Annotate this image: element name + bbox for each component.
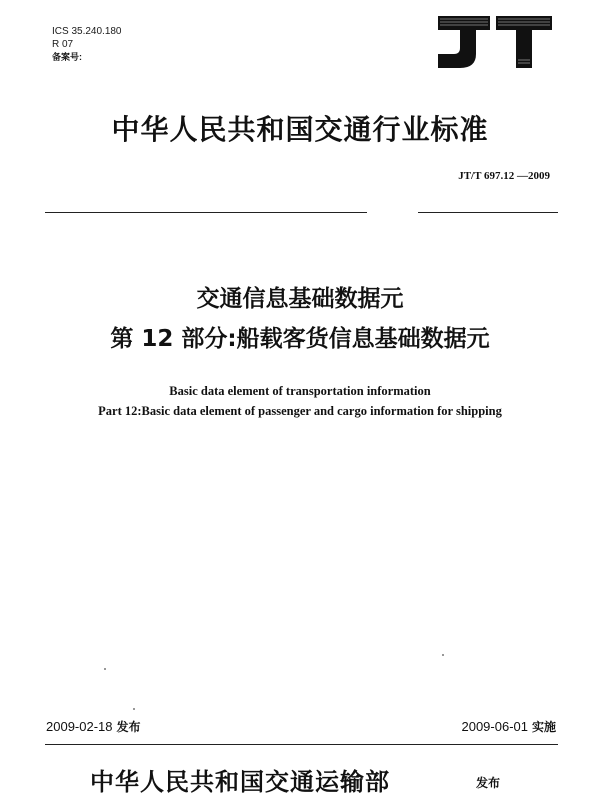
english-title-line-2: Part 12:Basic data element of passenger and cargo information for shipping bbox=[98, 404, 502, 418]
english-title-line-1: Basic data element of transportation information bbox=[169, 384, 431, 398]
issuing-authority: 中华人民共和国交通运输部 bbox=[90, 768, 390, 796]
scan-speck bbox=[133, 708, 135, 710]
standard-category-title: 中华人民共和国交通行业标准 bbox=[111, 113, 489, 146]
scan-speck bbox=[442, 654, 444, 656]
implementation-date: 2009-06-01 bbox=[461, 719, 528, 734]
chinese-title-line-2: 第 12 部分:船载客货信息基础数据元 bbox=[110, 326, 490, 352]
issue-date-block bbox=[46, 718, 141, 735]
footer-rule bbox=[45, 744, 558, 745]
filing-number-label: 备案号: bbox=[52, 52, 82, 62]
ccs-code: R 07 bbox=[52, 39, 74, 50]
issue-date: 2009-02-18 bbox=[46, 719, 113, 734]
header-rule-right bbox=[418, 212, 558, 213]
scan-speck bbox=[104, 668, 106, 670]
header-rule-left bbox=[45, 212, 367, 213]
issue-date-word: 发布 bbox=[116, 720, 141, 734]
jt-logo bbox=[432, 8, 556, 74]
jt-logo-graphic bbox=[432, 8, 556, 74]
standard-number: JT/T 697.12 —2009 bbox=[458, 170, 550, 182]
implementation-date-word: 实施 bbox=[531, 720, 556, 734]
ics-code: ICS 35.240.180 bbox=[52, 26, 122, 37]
issuing-authority-word: 发布 bbox=[476, 776, 501, 790]
classification-block bbox=[52, 25, 122, 64]
chinese-title-line-1: 交通信息基础数据元 bbox=[196, 286, 404, 312]
implementation-date-block bbox=[461, 718, 556, 735]
